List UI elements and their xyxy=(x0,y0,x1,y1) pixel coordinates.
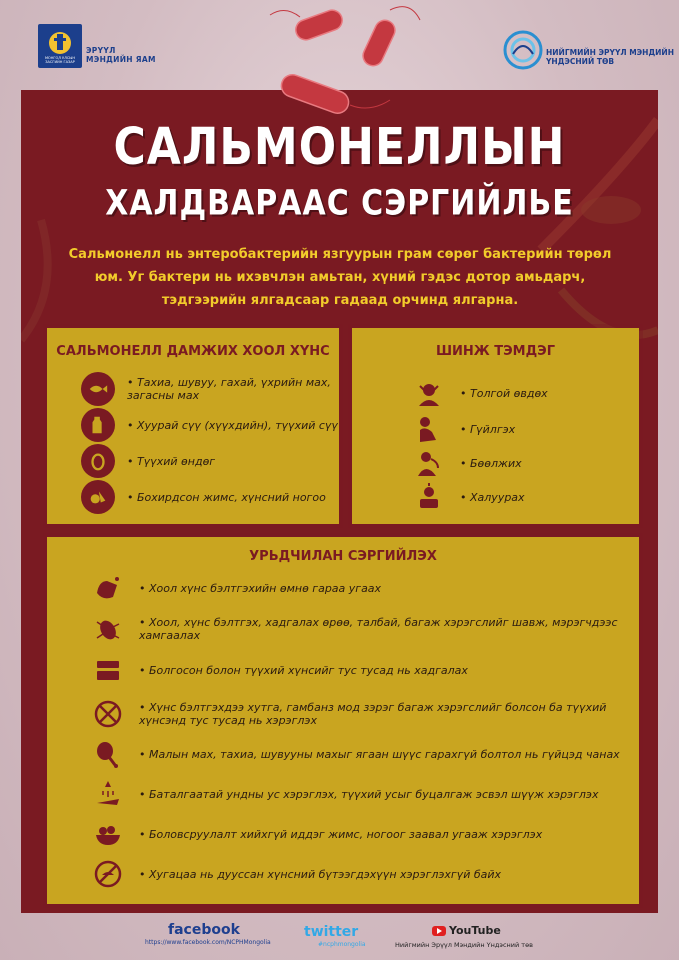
chicken-leg-icon xyxy=(89,737,127,771)
food-containers-icon xyxy=(89,653,127,687)
symptom-item-text: • Гүйлгэх xyxy=(460,423,515,436)
ncph-logo-icon xyxy=(503,30,543,70)
salmonella-bacteria-illustration xyxy=(240,5,440,115)
prevention-item xyxy=(89,737,620,771)
facebook-logo-icon[interactable]: facebook xyxy=(168,922,240,938)
food-item xyxy=(81,372,339,406)
emblem-text-2: ЗАСГИЙН ГАЗАР xyxy=(45,60,75,64)
page-title-line-2: ХАЛДВАРААС СЭРГИЙЛЬЕ xyxy=(105,183,574,224)
prevention-item xyxy=(89,857,501,891)
diarrhea-icon xyxy=(410,412,448,446)
symptoms-section xyxy=(352,328,639,524)
cockroach-icon xyxy=(89,612,127,646)
prevention-item xyxy=(89,653,468,687)
fish-meat-icon xyxy=(81,372,115,406)
footer xyxy=(0,918,679,960)
fruit-bowl-icon xyxy=(89,817,127,851)
prevention-item xyxy=(89,777,598,811)
food-section xyxy=(47,328,339,524)
prevention-item xyxy=(89,697,639,731)
symptoms-section-title: ШИНЖ ТЭМДЭГ xyxy=(435,344,555,359)
prevention-item-text: • Хүнс бэлтгэхдээ хутга, гамбанз мод зэрэг багаж хэрэгслийг болсон ба түүхий хүнсэнд тус тусад нь хэрэглэх xyxy=(139,701,639,727)
symptom-item-text: • Бөөлжих xyxy=(460,457,522,470)
ncph-name: НИЙГМИЙН ЭРҮҮЛ МЭНДИЙН ҮНДЭСНИЙ ТӨВ xyxy=(546,48,674,66)
food-item xyxy=(81,444,215,478)
prevention-item xyxy=(89,817,542,851)
facebook-url-link[interactable]: https://www.facebook.com/NCPHMongolia xyxy=(145,939,271,946)
no-cross-contamination-icon xyxy=(89,697,127,731)
youtube-logo[interactable]: YouTube xyxy=(449,924,501,937)
prevention-section xyxy=(47,537,639,904)
youtube-play-icon[interactable] xyxy=(432,926,446,936)
symptom-item xyxy=(410,446,522,480)
headache-icon xyxy=(410,376,448,410)
twitter-handle[interactable]: #ncphmongolia xyxy=(318,941,366,948)
water-wash-icon xyxy=(89,777,127,811)
vegetables-icon xyxy=(81,480,115,514)
symptom-item xyxy=(410,376,548,410)
food-section-title: САЛЬМОНЕЛЛ ДАМЖИХ ХООЛ ХҮНС xyxy=(56,344,330,359)
vomit-icon xyxy=(410,446,448,480)
prevention-item xyxy=(89,571,381,605)
food-item-text: • Хуурай сүү (хүүхдийн), түүхий сүү xyxy=(127,419,338,432)
prevention-item-text: • Хоол, хүнс бэлтгэх, хадгалах өрөө, талбай, багаж хэрэгслийг шавж, мэрэгчдээс хамгаалах xyxy=(139,616,639,642)
food-item-text: • Бохирдсон жимс, хүнсний ногоо xyxy=(127,491,326,504)
prevention-item-text: • Хоол хүнс бэлтгэхийн өмнө гараа угаах xyxy=(139,582,381,595)
symptom-item xyxy=(410,480,525,514)
prevention-item-text: • Боловсруулалт хийхгүй иддэг жимс, ногоог заавал угааж хэрэглэх xyxy=(139,828,542,841)
prevention-item-text: • Хугацаа нь дууссан хүнсний бүтээгдэхүүн хэрэглэхгүй байх xyxy=(139,868,501,881)
prevention-item xyxy=(89,612,639,646)
symptom-item xyxy=(410,412,515,446)
youtube-channel-name[interactable]: Нийгмийн Эрүүл Мэндийн Үндэсний төв xyxy=(395,941,533,949)
page-title-line-1: САЛЬМОНЕЛЛЫН xyxy=(113,118,566,177)
prevention-section-title: УРЬДЧИЛАН СЭРГИЙЛЭХ xyxy=(249,549,437,564)
prevention-item-text: • Болгосон болон түүхий хүнсийг тус тусад нь хадгалах xyxy=(139,664,468,677)
symptom-item-text: • Халуурах xyxy=(460,491,525,504)
hand-washing-icon xyxy=(89,571,127,605)
food-item-text: • Түүхий өндөг xyxy=(127,455,215,468)
egg-icon xyxy=(81,444,115,478)
food-item xyxy=(81,408,338,442)
emblem-text-1: МОНГОЛ УЛСЫН xyxy=(45,56,75,60)
prevention-item-text: • Баталгаатай ундны ус хэрэглэх, түүхий усыг буцалгаж эсвэл шүүж хэрэглэх xyxy=(139,788,598,801)
intro-paragraph: Сальмонелл нь энтеробактерийн язгуурын грам сөрөг бактерийн төрөл юм. Уг бактери нь ихэвчлэн амьтан, хүний гэдэс дотор амьдарч, тэдгээрийн ялгадсаар гадаад орчинд ялгарна. xyxy=(68,247,612,308)
fever-icon xyxy=(410,480,448,514)
food-item xyxy=(81,480,326,514)
food-item-text: • Тахиа, шувуу, гахай, үхрийн мах, загасны мах xyxy=(127,376,339,402)
ministry-name: ЭРҮҮЛ МЭНДИЙН ЯАМ xyxy=(86,46,156,64)
symptom-item-text: • Толгой өвдөх xyxy=(460,387,548,400)
expired-food-icon xyxy=(89,857,127,891)
milk-icon xyxy=(81,408,115,442)
prevention-item-text: • Малын мах, тахиа, шувууны махыг ягаан шүүс гарахгүй болтол нь гүйцэд чанах xyxy=(139,748,620,761)
mongolian-government-emblem-icon xyxy=(38,24,82,68)
twitter-logo-icon[interactable]: twitter xyxy=(304,924,359,940)
